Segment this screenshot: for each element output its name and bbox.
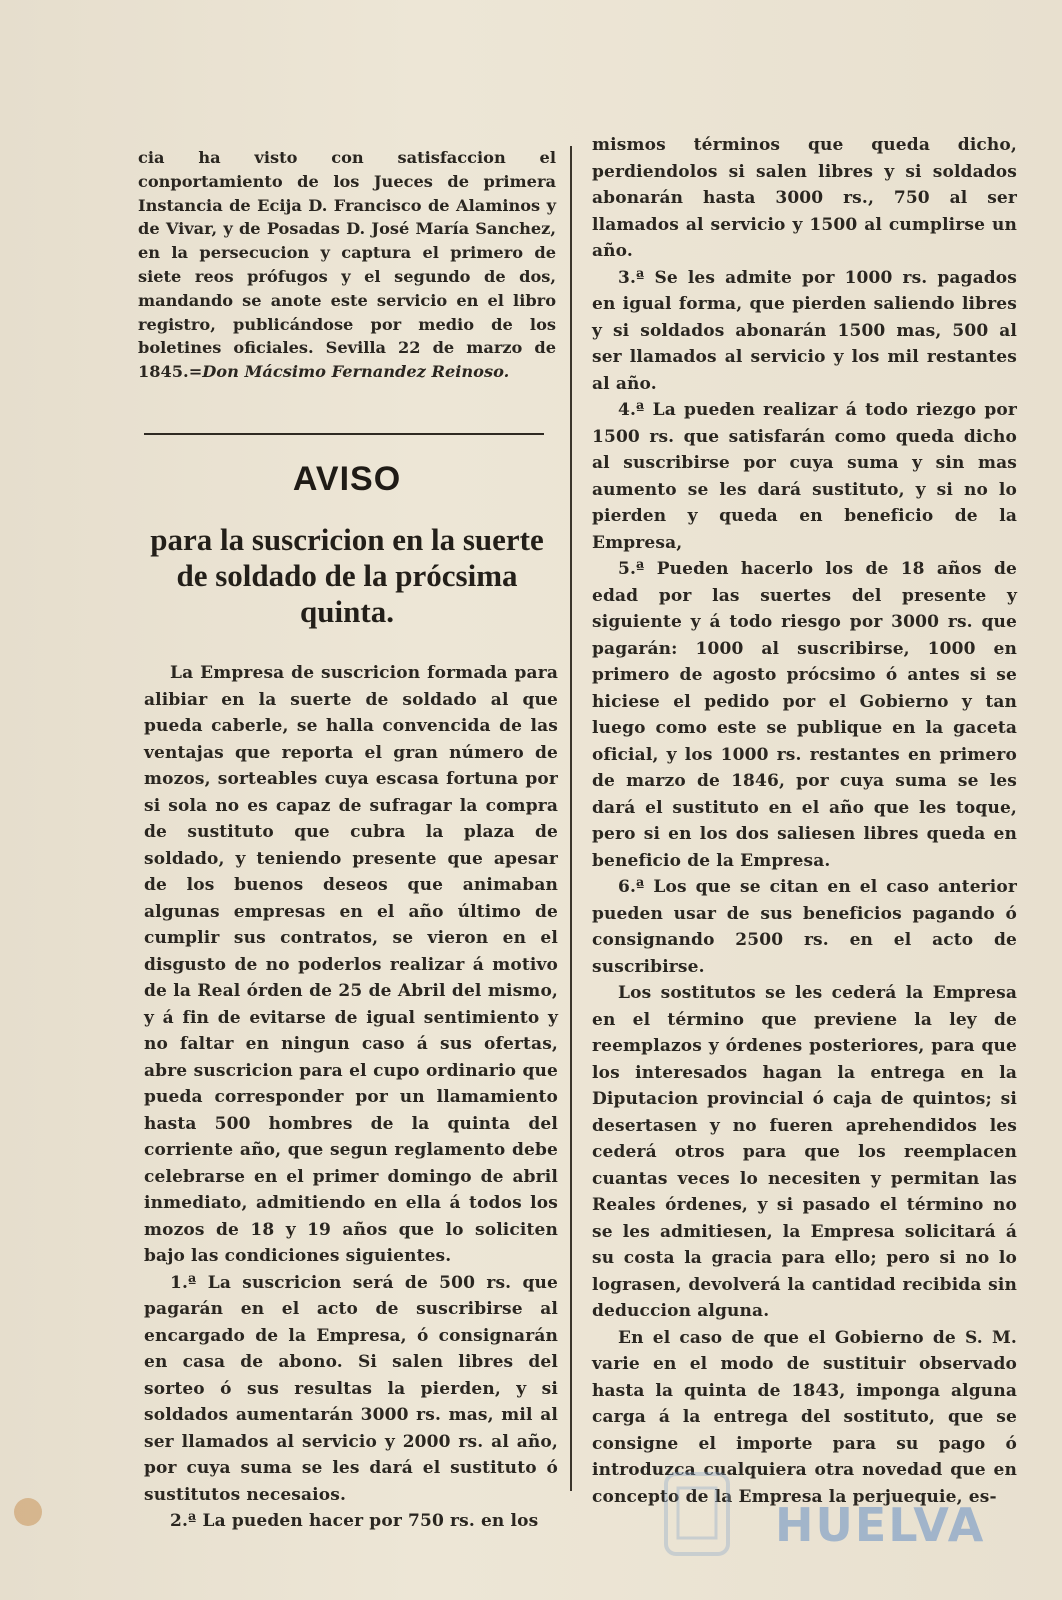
horizontal-rule [144, 433, 544, 435]
paragraph: 2.ª La pueden hacer por 750 rs. en los [170, 1511, 539, 1531]
previous-notice [138, 146, 556, 384]
paper-stain [14, 1498, 42, 1526]
paragraph: 1.ª La suscricion será de 500 rs. que pagarán en el acto de suscribirse al encargado de la Empresa, ó consignarán en casa de abono. Si salen libres del sorteo ó sus resultas la pierden, y si soldados aumentarán 3000 rs. mas, mil al ser llamados al servicio y 2000 rs. al año, por cuya suma se les dará el sustituto ó sustitutos necesaios. [144, 1272, 558, 1505]
left-column-body [144, 660, 558, 1535]
watermark-text: HUELVA [775, 1498, 986, 1552]
previous-notice-text: cia ha visto con satisfaccion el conportamiento de los Jueces de primera Instancia de Ecija D. Francisco de Alaminos y de Vivar, y de Posadas D. José María Sanchez, en la persecucion y captura el primero de siete reos prófugos y el segundo de dos, mandando se anote este servicio en el libro registro, publicándose por medio de los boletines oficiales. Sevilla 22 de marzo de 1845.= [138, 148, 556, 382]
notice-subtitle: para la suscricion en la suerte de soldado de la prócsima quinta. [150, 522, 544, 629]
paragraph: En el caso de que el Gobierno de S. M. varie en el modo de sustituir observado hasta la quinta de 1843, imponga alguna carga á la entrega del sostituto, que se consigne el importe para su pago ó introduzca cualquiera otra novedad que en concepto de la Empresa la perjuequie, es- [592, 1327, 1017, 1507]
right-column-body [592, 132, 1017, 1510]
column-divider [570, 146, 572, 1491]
paragraph: mismos términos que queda dicho, perdiendolos si salen libres y si soldados abonarán hasta 3000 rs., 750 al ser llamados al servicio y 1500 al cumplirse un año. [592, 135, 1017, 261]
signature: Don Mácsimo Fernandez Reinoso. [202, 362, 510, 382]
notice-title: AVISO [292, 460, 402, 498]
paragraph: 3.ª Se les admite por 1000 rs. pagados en igual forma, que pierden saliendo libres y si soldados abonarán 1500 mas, 500 al ser llamados al servicio y los mil restantes al año. [592, 267, 1017, 394]
paragraph: 6.ª Los que se citan en el caso anterior pueden usar de sus beneficios pagando ó consignando 2500 rs. en el acto de suscribirse. [592, 877, 1017, 977]
paragraph: 4.ª La pueden realizar á todo riezgo por 1500 rs. que satisfarán como queda dicho al suscribirse por cuya suma y sin mas aumento se les dará sustituto, y si no lo pierden y queda en beneficio de la Empresa, [592, 400, 1017, 553]
paragraph: Los sostitutos se les cederá la Empresa en el término que previene la ley de reemplazos y órdenes posteriores, para que los interesados hagan la entrega en la Diputacion provincial ó caja de quintos; si desertasen y no fueren aprehendidos les cederá otros para que los reemplacen cuantas veces lo necesiten y permitan las Reales órdenes, y si pasado el término no se les admitiesen, la Empresa solicitará á su costa la gracia para ello; pero si no lo lograsen, devolverá la cantidad recibida sin deduccion alguna. [592, 983, 1017, 1321]
paragraph: La Empresa de suscricion formada para alibiar en la suerte de soldado al que pueda caberle, se halla convencida de las ventajas que reporta el gran número de mozos, sorteables cuya escasa fortuna por si sola no es capaz de sufragar la compra de sustituto que cubra la plaza de soldado, y teniendo presente que apesar de los buenos deseos que animaban algunas empresas en el año último de cumplir sus contratos, se vieron en el disgusto de no poderlos realizar á motivo de la Real órden de 25 de Abril del mismo, y á fin de evitarse de igual sentimiento y no faltar en ningun caso á sus ofertas, abre suscricion para el cupo ordinario que pueda corresponder por un llamamiento hasta 500 hombres de la quinta del corriente año, que segun reglamento debe celebrarse en el primer domingo de abril inmediato, admitiendo en ella á todos los mozos de 18 y 19 años que lo soliciten bajo las condiciones siguientes. [144, 663, 558, 1266]
paragraph: 5.ª Pueden hacerlo los de 18 años de edad por las suertes del presente y siguiente y á todo riesgo por 3000 rs. que pagarán: 1000 al suscribirse, 1000 en primero de agosto prócsimo ó antes si se hiciese el pedido por el Gobierno y tan luego como este se publique en la gaceta oficial, y los 1000 rs. restantes en primero de marzo de 1846, por cuya suma se les dará el sustituto en el año que les toque, pero si en los dos saliesen libres queda en beneficio de la Empresa. [592, 559, 1017, 871]
